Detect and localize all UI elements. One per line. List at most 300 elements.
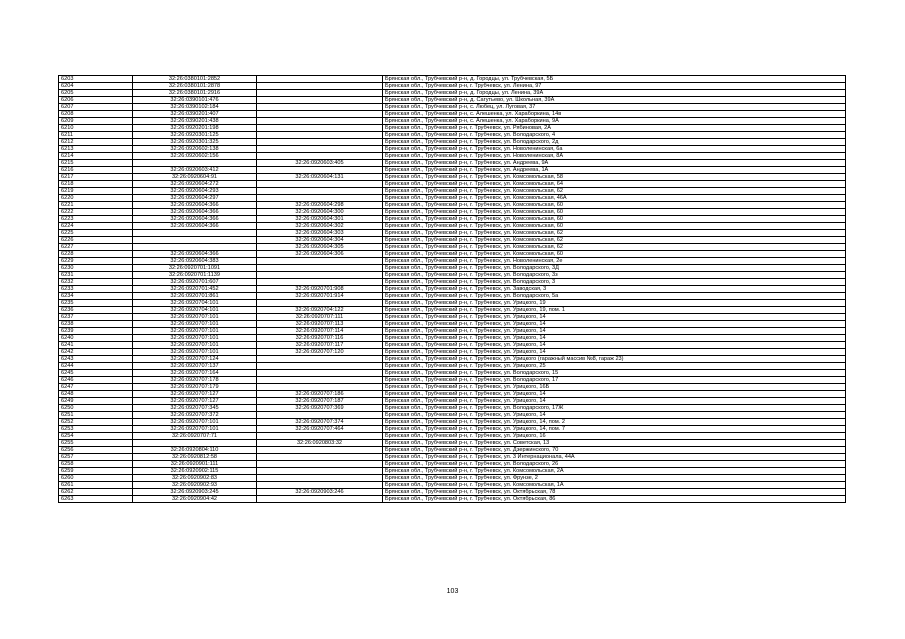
address-cell: Брянская обл., Трубчевский р-н, г. Трубчевск, ул. 3 Интернационала, 44А xyxy=(383,454,846,461)
row-number-cell: 6244 xyxy=(59,363,133,370)
row-number-cell: 6208 xyxy=(59,111,133,118)
table-row xyxy=(59,447,846,454)
cadastral-number-cell: 32:26:0920604:366 xyxy=(133,216,257,223)
table-row xyxy=(59,363,846,370)
cadastral-number-cell: 32:26:0920604:383 xyxy=(133,258,257,265)
cadastral-number-cell: 32:26:0920707:101 xyxy=(133,321,257,328)
table-row xyxy=(59,433,846,440)
cadastral-number-cell: 32:26:0920804:110 xyxy=(133,447,257,454)
table-row xyxy=(59,195,846,202)
table-row xyxy=(59,244,846,251)
table-row xyxy=(59,482,846,489)
address-cell: Брянская обл., Трубчевский р-н, г. Трубчевск, ул. Володарского, 17 xyxy=(383,377,846,384)
cadastral-number-cell: 32:26:0920604:366 xyxy=(133,223,257,230)
row-number-cell: 6213 xyxy=(59,146,133,153)
address-cell: Брянская обл., Трубчевский р-н, д. Городцы, ул. Ленина, 39А xyxy=(383,90,846,97)
related-cadastral-number-cell xyxy=(257,125,383,132)
related-cadastral-number-cell: 32:26:0920707:116 xyxy=(257,335,383,342)
address-cell: Брянская обл., Трубчевский р-н, г. Трубчевск, ул. Урицкого, 19, пом. 1 xyxy=(383,307,846,314)
related-cadastral-number-cell: 32:26:0920603:405 xyxy=(257,160,383,167)
cadastral-number-cell: 32:26:0920904:42 xyxy=(133,496,257,503)
related-cadastral-number-cell: 32:26:0920707:374 xyxy=(257,419,383,426)
row-number-cell: 6207 xyxy=(59,104,133,111)
related-cadastral-number-cell: 32:26:0920604:301 xyxy=(257,216,383,223)
row-number-cell: 6238 xyxy=(59,321,133,328)
row-number-cell: 6226 xyxy=(59,237,133,244)
cadastral-number-cell: 32:26:0920901:111 xyxy=(133,461,257,468)
address-cell: Брянская обл., Трубчевский р-н, г. Трубчевск, ул. Урицкого, 14 xyxy=(383,342,846,349)
table-row xyxy=(59,461,846,468)
row-number-cell: 6243 xyxy=(59,356,133,363)
table-row xyxy=(59,209,846,216)
row-number-cell: 6228 xyxy=(59,251,133,258)
row-number-cell: 6247 xyxy=(59,384,133,391)
table-row xyxy=(59,90,846,97)
address-cell: Брянская обл., Трубчевский р-н, г. Трубчевск, ул. Урицкого, 14 xyxy=(383,349,846,356)
row-number-cell: 6256 xyxy=(59,447,133,454)
related-cadastral-number-cell xyxy=(257,475,383,482)
row-number-cell: 6206 xyxy=(59,97,133,104)
related-cadastral-number-cell xyxy=(257,111,383,118)
address-cell: Брянская обл., Трубчевский р-н, г. Трубчевск, ул. Комсомольская, 62 xyxy=(383,244,846,251)
table-row xyxy=(59,97,846,104)
related-cadastral-number-cell xyxy=(257,454,383,461)
table-row xyxy=(59,391,846,398)
row-number-cell: 6237 xyxy=(59,314,133,321)
table-row xyxy=(59,286,846,293)
address-cell: Брянская обл., Трубчевский р-н, г. Трубчевск, ул. Новоленинская, 6а xyxy=(383,146,846,153)
address-cell: Брянская обл., Трубчевский р-н, г. Трубчевск, ул. Комсомольская, 60 xyxy=(383,202,846,209)
related-cadastral-number-cell xyxy=(257,139,383,146)
cadastral-number-cell: 32:26:0920704:101 xyxy=(133,300,257,307)
registry-table xyxy=(58,75,846,503)
row-number-cell: 6261 xyxy=(59,482,133,489)
address-cell: Брянская обл., Трубчевский р-н, г. Трубчевск, ул. Октябрьская, 86 xyxy=(383,496,846,503)
cadastral-number-cell: 32:26:0920707:71 xyxy=(133,433,257,440)
address-cell: Брянская обл., Трубчевский р-н, г. Трубчевск, ул. Андреева, 1А xyxy=(383,167,846,174)
cadastral-number-cell: 32:26:0920707:101 xyxy=(133,419,257,426)
address-cell: Брянская обл., Трубчевский р-н, г. Трубчевск, ул. Рябиновая, 2А xyxy=(383,125,846,132)
related-cadastral-number-cell: 32:26:0920707:111 xyxy=(257,314,383,321)
cadastral-number-cell: 32:26:0920704:101 xyxy=(133,307,257,314)
cadastral-number-cell: 32:26:0920201:198 xyxy=(133,125,257,132)
cadastral-number-cell xyxy=(133,160,257,167)
related-cadastral-number-cell xyxy=(257,83,383,90)
address-cell: Брянская обл., Трубчевский р-н, г. Трубчевск, ул. Урицкого, 14 xyxy=(383,321,846,328)
table-row xyxy=(59,440,846,447)
row-number-cell: 6253 xyxy=(59,426,133,433)
cadastral-number-cell: 32:26:0920707:101 xyxy=(133,426,257,433)
row-number-cell: 6204 xyxy=(59,83,133,90)
table-row xyxy=(59,328,846,335)
related-cadastral-number-cell: 32:26:0920707:186 xyxy=(257,391,383,398)
address-cell: Брянская обл., Трубчевский р-н, г. Трубчевск, ул. Советская, 13 xyxy=(383,440,846,447)
address-cell: Брянская обл., Трубчевский р-н, г. Трубчевск, ул. Володарского, 15 xyxy=(383,370,846,377)
cadastral-number-cell: 32:26:0920903:245 xyxy=(133,489,257,496)
related-cadastral-number-cell: 32:26:0920604:304 xyxy=(257,237,383,244)
address-cell: Брянская обл., Трубчевский р-н, г. Трубчевск, ул. Комсомольская, 1А xyxy=(383,482,846,489)
related-cadastral-number-cell xyxy=(257,153,383,160)
address-cell: Брянская обл., Трубчевский р-н, г. Трубчевск, ул. Комсомольская, 46А xyxy=(383,195,846,202)
address-cell: Брянская обл., Трубчевский р-н, г. Трубчевск, ул. Урицкого, 25 xyxy=(383,363,846,370)
table-row xyxy=(59,468,846,475)
address-cell: Брянская обл., Трубчевский р-н, г. Трубчевск, ул. Урицкого, 16Б xyxy=(383,384,846,391)
table-row xyxy=(59,496,846,503)
related-cadastral-number-cell xyxy=(257,356,383,363)
cadastral-number-cell: 32:26:0920707:179 xyxy=(133,384,257,391)
table-row xyxy=(59,279,846,286)
address-cell: Брянская обл., Трубчевский р-н, г. Трубчевск, ул. Урицкого, 14 xyxy=(383,335,846,342)
table-row xyxy=(59,167,846,174)
related-cadastral-number-cell: 32:26:0920707:187 xyxy=(257,398,383,405)
related-cadastral-number-cell: 32:26:0920604:300 xyxy=(257,209,383,216)
related-cadastral-number-cell xyxy=(257,195,383,202)
table-row xyxy=(59,230,846,237)
related-cadastral-number-cell xyxy=(257,363,383,370)
cadastral-number-cell: 32:26:0920707:101 xyxy=(133,342,257,349)
related-cadastral-number-cell xyxy=(257,272,383,279)
related-cadastral-number-cell xyxy=(257,370,383,377)
cadastral-number-cell: 32:26:0390102:184 xyxy=(133,104,257,111)
cadastral-number-cell: 32:26:0920902:83 xyxy=(133,475,257,482)
address-cell: Брянская обл., Трубчевский р-н, г. Трубчевск, ул. Урицкого, 14, пом. 7 xyxy=(383,426,846,433)
row-number-cell: 6222 xyxy=(59,209,133,216)
row-number-cell: 6262 xyxy=(59,489,133,496)
cadastral-number-cell: 32:26:0390201:438 xyxy=(133,118,257,125)
related-cadastral-number-cell: 32:26:0920604:131 xyxy=(257,174,383,181)
related-cadastral-number-cell: 32:26:0920704:122 xyxy=(257,307,383,314)
address-cell: Брянская обл., Трубчевский р-н, г. Трубчевск, ул. Заводская, 3 xyxy=(383,286,846,293)
table-row xyxy=(59,356,846,363)
table-row xyxy=(59,125,846,132)
address-cell: Брянская обл., Трубчевский р-н, г. Трубчевск, ул. Комсомольская, 62 xyxy=(383,188,846,195)
related-cadastral-number-cell: 32:26:0920701:908 xyxy=(257,286,383,293)
row-number-cell: 6246 xyxy=(59,377,133,384)
row-number-cell: 6254 xyxy=(59,433,133,440)
table-row xyxy=(59,139,846,146)
address-cell: Брянская обл., Трубчевский р-н, с. Алешенка, ул. Хараборкина, 9А xyxy=(383,118,846,125)
row-number-cell: 6223 xyxy=(59,216,133,223)
cadastral-number-cell: 32:26:0920707:101 xyxy=(133,328,257,335)
address-cell: Брянская обл., Трубчевский р-н, с. Любец, ул. Луговая, 37 xyxy=(383,104,846,111)
address-cell: Брянская обл., Трубчевский р-н, с. Алешенка, ул. Хараборкина, 14в xyxy=(383,111,846,118)
row-number-cell: 6227 xyxy=(59,244,133,251)
row-number-cell: 6239 xyxy=(59,328,133,335)
cadastral-number-cell: 32:26:0920707:101 xyxy=(133,335,257,342)
row-number-cell: 6233 xyxy=(59,286,133,293)
table-row xyxy=(59,160,846,167)
row-number-cell: 6211 xyxy=(59,132,133,139)
table-row xyxy=(59,335,846,342)
table-row xyxy=(59,104,846,111)
address-cell: Брянская обл., Трубчевский р-н, г. Трубчевск, ул. Урицкого, 14 xyxy=(383,391,846,398)
table-row xyxy=(59,377,846,384)
related-cadastral-number-cell: 32:26:0920707:369 xyxy=(257,405,383,412)
cadastral-number-cell: 32:26:0920707:345 xyxy=(133,405,257,412)
row-number-cell: 6203 xyxy=(59,76,133,83)
related-cadastral-number-cell: 32:26:0920707:117 xyxy=(257,342,383,349)
cadastral-number-cell: 32:26:0920604:293 xyxy=(133,188,257,195)
row-number-cell: 6221 xyxy=(59,202,133,209)
related-cadastral-number-cell xyxy=(257,377,383,384)
table-row xyxy=(59,146,846,153)
address-cell: Брянская обл., Трубчевский р-н, г. Трубчевск, ул. Комсомольская, 62 xyxy=(383,230,846,237)
cadastral-number-cell: 32:26:0920604:366 xyxy=(133,202,257,209)
row-number-cell: 6232 xyxy=(59,279,133,286)
address-cell: Брянская обл., Трубчевский р-н, г. Трубчевск, ул. Урицкого, 14 xyxy=(383,314,846,321)
cadastral-number-cell: 32:26:0920602:138 xyxy=(133,146,257,153)
related-cadastral-number-cell xyxy=(257,279,383,286)
related-cadastral-number-cell: 32:26:0920604:302 xyxy=(257,223,383,230)
related-cadastral-number-cell xyxy=(257,97,383,104)
address-cell: Брянская обл., Трубчевский р-н, г. Трубчевск, ул. Урицкого, 14 xyxy=(383,398,846,405)
table-row xyxy=(59,342,846,349)
row-number-cell: 6240 xyxy=(59,335,133,342)
cadastral-number-cell: 32:26:0920707:101 xyxy=(133,349,257,356)
row-number-cell: 6234 xyxy=(59,293,133,300)
related-cadastral-number-cell xyxy=(257,258,383,265)
related-cadastral-number-cell xyxy=(257,90,383,97)
table-row xyxy=(59,83,846,90)
table-row xyxy=(59,272,846,279)
table-row xyxy=(59,258,846,265)
address-cell: Брянская обл., Трубчевский р-н, г. Трубчевск, ул. Комсомольская, 58 xyxy=(383,174,846,181)
address-cell: Брянская обл., Трубчевский р-н, г. Трубчевск, ул. Володарского, 3 xyxy=(383,279,846,286)
address-cell: Брянская обл., Трубчевский р-н, г. Трубчевск, ул. Урицкого, 14, пом. 2 xyxy=(383,419,846,426)
table-row xyxy=(59,76,846,83)
cadastral-number-cell: 32:26:0920603:412 xyxy=(133,167,257,174)
cadastral-number-cell: 32:26:0920301:125 xyxy=(133,132,257,139)
address-cell: Брянская обл., Трубчевский р-н, г. Трубчевск, ул. Володарского, 3з xyxy=(383,272,846,279)
cadastral-number-cell: 32:26:0920707:124 xyxy=(133,356,257,363)
table-row xyxy=(59,251,846,258)
related-cadastral-number-cell xyxy=(257,433,383,440)
cadastral-number-cell: 32:26:0380101:2852 xyxy=(133,76,257,83)
row-number-cell: 6248 xyxy=(59,391,133,398)
address-cell: Брянская обл., Трубчевский р-н, г. Трубчевск, ул. Комсомольская, 60 xyxy=(383,223,846,230)
table-row xyxy=(59,265,846,272)
address-cell: Брянская обл., Трубчевский р-н, г. Трубчевск, ул. Андреева, 9А xyxy=(383,160,846,167)
related-cadastral-number-cell xyxy=(257,468,383,475)
cadastral-number-cell xyxy=(133,244,257,251)
address-cell: Брянская обл., Трубчевский р-н, г. Трубчевск, ул. Ленина, 97 xyxy=(383,83,846,90)
table-row xyxy=(59,216,846,223)
related-cadastral-number-cell: 32:26:0920707:120 xyxy=(257,349,383,356)
related-cadastral-number-cell xyxy=(257,118,383,125)
table-row xyxy=(59,370,846,377)
cadastral-number-cell: 32:26:0920301:325 xyxy=(133,139,257,146)
related-cadastral-number-cell xyxy=(257,447,383,454)
table-row xyxy=(59,293,846,300)
related-cadastral-number-cell: 32:26:0920701:914 xyxy=(257,293,383,300)
related-cadastral-number-cell: 32:26:0920903:246 xyxy=(257,489,383,496)
address-cell: Брянская обл., Трубчевский р-н, г. Трубчевск, ул. Комсомольская, 64 xyxy=(383,181,846,188)
row-number-cell: 6258 xyxy=(59,461,133,468)
cadastral-number-cell: 32:26:0920707:372 xyxy=(133,412,257,419)
address-cell: Брянская обл., Трубчевский р-н, г. Трубчевск, ул. Володарского, 2д xyxy=(383,139,846,146)
address-cell: Брянская обл., Трубчевский р-н, г. Трубчевск, ул. Володарского, 17Ж xyxy=(383,405,846,412)
related-cadastral-number-cell xyxy=(257,146,383,153)
address-cell: Брянская обл., Трубчевский р-н, г. Трубчевск, ул. Октябрьская, 78 xyxy=(383,489,846,496)
cadastral-number-cell xyxy=(133,230,257,237)
address-cell: Брянская обл., Трубчевский р-н, г. Трубчевск, ул. Фрунзе, 2 xyxy=(383,475,846,482)
table-row xyxy=(59,321,846,328)
related-cadastral-number-cell: 32:26:0920707:114 xyxy=(257,328,383,335)
address-cell: Брянская обл., Трубчевский р-н, г. Трубчевск, ул. Дзержинского, 70 xyxy=(383,447,846,454)
address-cell: Брянская обл., Трубчевский р-н, г. Трубчевск, ул. Урицкого, 14 xyxy=(383,412,846,419)
table-row xyxy=(59,475,846,482)
related-cadastral-number-cell: 32:26:0920604:298 xyxy=(257,202,383,209)
related-cadastral-number-cell xyxy=(257,167,383,174)
table-row xyxy=(59,419,846,426)
cadastral-number-cell: 32:26:0920707:164 xyxy=(133,370,257,377)
row-number-cell: 6250 xyxy=(59,405,133,412)
row-number-cell: 6230 xyxy=(59,265,133,272)
cadastral-number-cell: 32:26:0380101:2878 xyxy=(133,83,257,90)
row-number-cell: 6220 xyxy=(59,195,133,202)
table-row xyxy=(59,314,846,321)
related-cadastral-number-cell: 32:26:0920707:113 xyxy=(257,321,383,328)
table-row xyxy=(59,153,846,160)
row-number-cell: 6255 xyxy=(59,440,133,447)
address-cell: Брянская обл., Трубчевский р-н, г. Трубчевск, ул. Комсомольская, 60 xyxy=(383,216,846,223)
table-row xyxy=(59,202,846,209)
row-number-cell: 6251 xyxy=(59,412,133,419)
row-number-cell: 6259 xyxy=(59,468,133,475)
address-cell: Брянская обл., Трубчевский р-н, г. Трубчевск, ул. Володарского, 3Д xyxy=(383,265,846,272)
row-number-cell: 6205 xyxy=(59,90,133,97)
table-row xyxy=(59,111,846,118)
related-cadastral-number-cell xyxy=(257,482,383,489)
table-row xyxy=(59,405,846,412)
cadastral-number-cell: 32:26:0920604:366 xyxy=(133,251,257,258)
cadastral-number-cell: 32:26:0920701:607 xyxy=(133,279,257,286)
row-number-cell: 6263 xyxy=(59,496,133,503)
related-cadastral-number-cell: 32:26:0920707:464 xyxy=(257,426,383,433)
page-number: 103 xyxy=(446,588,459,595)
related-cadastral-number-cell xyxy=(257,265,383,272)
cadastral-number-cell: 32:26:0390201:407 xyxy=(133,111,257,118)
address-cell: Брянская обл., Трубчевский р-н, г. Трубчевск, ул. Новоленинская, 8А xyxy=(383,153,846,160)
address-cell: Брянская обл., Трубчевский р-н, г. Трубчевск, ул. Володарского, 5а xyxy=(383,293,846,300)
address-cell: Брянская обл., Трубчевский р-н, г. Трубчевск, ул. Комсомольская, 60 xyxy=(383,209,846,216)
cadastral-number-cell: 32:26:0920602:156 xyxy=(133,153,257,160)
table-row xyxy=(59,307,846,314)
row-number-cell: 6225 xyxy=(59,230,133,237)
related-cadastral-number-cell xyxy=(257,461,383,468)
row-number-cell: 6260 xyxy=(59,475,133,482)
related-cadastral-number-cell xyxy=(257,384,383,391)
row-number-cell: 6229 xyxy=(59,258,133,265)
cadastral-number-cell: 32:26:0920707:127 xyxy=(133,391,257,398)
table-row xyxy=(59,412,846,419)
cadastral-number-cell: 32:26:0390101:476 xyxy=(133,97,257,104)
address-cell: Брянская обл., Трубчевский р-н, г. Трубчевск, ул. Новоленинская, 2е xyxy=(383,258,846,265)
address-cell: Брянская обл., Трубчевский р-н, г. Трубчевск, ул. Комсомольская, 60 xyxy=(383,251,846,258)
table-row xyxy=(59,454,846,461)
row-number-cell: 6249 xyxy=(59,398,133,405)
cadastral-number-cell: 32:26:0920707:101 xyxy=(133,314,257,321)
cadastral-number-cell: 32:26:0920902:115 xyxy=(133,468,257,475)
cadastral-number-cell: 32:26:0920707:137 xyxy=(133,363,257,370)
related-cadastral-number-cell xyxy=(257,188,383,195)
cadastral-number-cell: 32:26:0920707:127 xyxy=(133,398,257,405)
row-number-cell: 6217 xyxy=(59,174,133,181)
cadastral-number-cell: 32:26:0920701:861 xyxy=(133,293,257,300)
row-number-cell: 6242 xyxy=(59,349,133,356)
cadastral-number-cell: 32:26:0920701:1139 xyxy=(133,272,257,279)
related-cadastral-number-cell xyxy=(257,412,383,419)
cadastral-number-cell: 32:26:0920604:366 xyxy=(133,209,257,216)
row-number-cell: 6219 xyxy=(59,188,133,195)
address-cell: Брянская обл., Трубчевский р-н, д. Сагутьево, ул. Школьная, 39А xyxy=(383,97,846,104)
table-row xyxy=(59,188,846,195)
cadastral-number-cell: 32:26:0920812:58 xyxy=(133,454,257,461)
table-row xyxy=(59,181,846,188)
cadastral-number-cell: 32:26:0920902:93 xyxy=(133,482,257,489)
table-row xyxy=(59,300,846,307)
row-number-cell: 6212 xyxy=(59,139,133,146)
address-cell: Брянская обл., Трубчевский р-н, г. Трубчевск, ул. Комсомольская, 2А xyxy=(383,468,846,475)
row-number-cell: 6236 xyxy=(59,307,133,314)
related-cadastral-number-cell xyxy=(257,132,383,139)
table-row xyxy=(59,489,846,496)
table-row xyxy=(59,237,846,244)
address-cell: Брянская обл., Трубчевский р-н, г. Трубчевск, ул. Урицкого, 16 xyxy=(383,433,846,440)
cadastral-number-cell: 32:26:0920604:272 xyxy=(133,181,257,188)
related-cadastral-number-cell: 32:26:0920604:305 xyxy=(257,244,383,251)
row-number-cell: 6252 xyxy=(59,419,133,426)
cadastral-number-cell: 32:26:0920604:91 xyxy=(133,174,257,181)
cadastral-number-cell: 32:26:0920604:297 xyxy=(133,195,257,202)
address-cell: Брянская обл., Трубчевский р-н, г. Трубчевск, ул. Урицкого (гаражный массив №8, гараж 23) xyxy=(383,356,846,363)
row-number-cell: 6215 xyxy=(59,160,133,167)
cadastral-number-cell: 32:26:0920701:452 xyxy=(133,286,257,293)
address-cell: Брянская обл., Трубчевский р-н, г. Трубчевск, ул. Урицкого, 14 xyxy=(383,328,846,335)
row-number-cell: 6214 xyxy=(59,153,133,160)
related-cadastral-number-cell xyxy=(257,300,383,307)
related-cadastral-number-cell xyxy=(257,76,383,83)
row-number-cell: 6231 xyxy=(59,272,133,279)
row-number-cell: 6210 xyxy=(59,125,133,132)
related-cadastral-number-cell xyxy=(257,496,383,503)
row-number-cell: 6245 xyxy=(59,370,133,377)
address-cell: Брянская обл., Трубчевский р-н, г. Трубчевск, ул. Комсомольская, 62 xyxy=(383,237,846,244)
related-cadastral-number-cell xyxy=(257,104,383,111)
cadastral-number-cell: 32:26:0380101:2916 xyxy=(133,90,257,97)
related-cadastral-number-cell: 32:26:0920803:32 xyxy=(257,440,383,447)
table-row xyxy=(59,132,846,139)
row-number-cell: 6241 xyxy=(59,342,133,349)
row-number-cell: 6257 xyxy=(59,454,133,461)
table-row xyxy=(59,349,846,356)
related-cadastral-number-cell xyxy=(257,181,383,188)
row-number-cell: 6216 xyxy=(59,167,133,174)
address-cell: Брянская обл., Трубчевский р-н, д. Городцы, ул. Трубчевская, 5Б xyxy=(383,76,846,83)
row-number-cell: 6218 xyxy=(59,181,133,188)
row-number-cell: 6209 xyxy=(59,118,133,125)
table-row xyxy=(59,398,846,405)
related-cadastral-number-cell: 32:26:0920604:303 xyxy=(257,230,383,237)
address-cell: Брянская обл., Трубчевский р-н, г. Трубчевск, ул. Володарского, 4 xyxy=(383,132,846,139)
table-row xyxy=(59,384,846,391)
related-cadastral-number-cell: 32:26:0920604:306 xyxy=(257,251,383,258)
table-row xyxy=(59,426,846,433)
cadastral-number-cell xyxy=(133,237,257,244)
row-number-cell: 6224 xyxy=(59,223,133,230)
table-row xyxy=(59,223,846,230)
address-cell: Брянская обл., Трубчевский р-н, г. Трубчевск, ул. Урицкого, 19 xyxy=(383,300,846,307)
